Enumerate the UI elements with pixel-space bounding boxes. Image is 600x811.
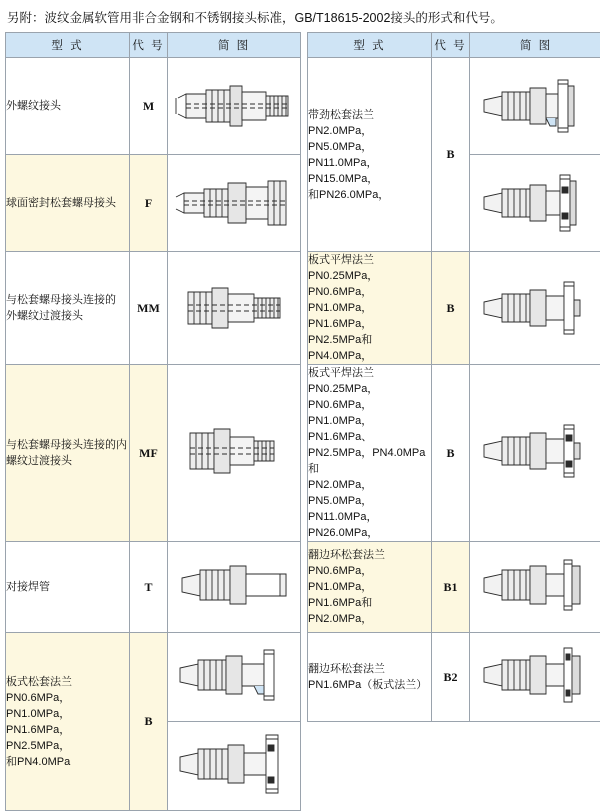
- right-figure-4: [470, 365, 600, 542]
- left-figure-1: [168, 58, 301, 155]
- right-type-3: [308, 365, 432, 542]
- right-filler-code: [432, 722, 470, 811]
- left-type-5: [6, 542, 130, 633]
- left-code-2: F: [130, 155, 168, 252]
- fitting-plate-loose-flange-icon-2: [170, 723, 298, 809]
- right-code-3: B: [432, 365, 470, 542]
- right-figure-6: [470, 633, 600, 722]
- header-code-right: 代 号: [432, 33, 470, 58]
- left-type-5-line-1: 对接焊管: [6, 579, 129, 595]
- page-title: 另附：波纹金属软管用非合金钢和不锈钢接头标准，GB/T18615-2002接头的形式和代号。: [5, 6, 595, 32]
- left-type-1-line-1: 外螺纹接头: [6, 98, 129, 114]
- left-type-4-line-2: 螺纹过渡接头: [6, 453, 129, 469]
- header-figure-left: 简 图: [168, 33, 301, 58]
- right-figure-1: [470, 58, 600, 155]
- right-type-2-line-1: 板式平焊法兰: [308, 252, 431, 268]
- left-type-6-line-2: PN0.6MPa，PN1.0MPa，: [6, 690, 129, 722]
- right-type-3-line-1: 板式平焊法兰: [308, 365, 431, 381]
- left-code-6: B: [130, 633, 168, 811]
- left-type-4-line-1: 与松套螺母接头连接的内: [6, 437, 129, 453]
- left-figure-7: [168, 722, 301, 811]
- left-type-1: [6, 58, 130, 155]
- right-type-4-line-3: PN1.6MPa和PN2.0MPa，: [308, 595, 431, 627]
- right-type-2: [308, 252, 432, 365]
- left-figure-4: [168, 365, 301, 542]
- right-figure-2: [470, 155, 600, 252]
- table-row: [6, 155, 600, 252]
- right-type-1-line-2: PN2.0MPa， PN5.0MPa，: [308, 123, 431, 155]
- fitting-plate-loose-flange-icon: [170, 634, 298, 720]
- standards-table: [5, 32, 600, 811]
- left-type-6-line-1: 板式松套法兰: [6, 674, 129, 690]
- left-type-6-line-3: PN1.6MPa，PN2.5MPa，: [6, 722, 129, 754]
- left-type-2-line-1: 球面密封松套螺母接头: [6, 195, 129, 211]
- header-type-left: 型 式: [6, 33, 130, 58]
- right-code-4: B1: [432, 542, 470, 633]
- left-type-2: [6, 155, 130, 252]
- fitting-female-transition-icon: [170, 411, 298, 495]
- right-type-2-line-4: PN2.5MPa和PN4.0MPa，: [308, 332, 431, 364]
- flange-ribbed-loose-icon: [472, 60, 600, 152]
- fitting-male-transition-icon: [170, 264, 298, 352]
- left-type-6: [6, 633, 130, 811]
- left-code-5: T: [130, 542, 168, 633]
- right-code-5: B2: [432, 633, 470, 722]
- left-code-4: MF: [130, 365, 168, 542]
- right-type-5: [308, 633, 432, 722]
- left-figure-2: [168, 155, 301, 252]
- column-gap: [301, 365, 308, 542]
- column-gap: [301, 58, 308, 155]
- column-gap: [301, 252, 308, 365]
- left-figure-6: [168, 633, 301, 722]
- flange-ribbed-loose-icon-2: [472, 157, 600, 249]
- right-type-3-line-4: PN2.5MPa，PN4.0MPa和: [308, 445, 431, 477]
- flange-plate-slip-on-icon: [472, 264, 600, 352]
- column-gap: [301, 542, 308, 633]
- left-type-3: [6, 252, 130, 365]
- right-type-2-line-3: PN1.0MPa，PN1.6MPa，: [308, 300, 431, 332]
- right-type-4-line-1: 翻边环松套法兰: [308, 547, 431, 563]
- fitting-spherical-nut-icon: [170, 157, 298, 249]
- right-type-3-line-6: PN11.0MPa，PN26.0MPa，: [308, 509, 431, 541]
- fitting-butt-weld-pipe-icon: [170, 544, 298, 630]
- right-type-2-line-2: PN0.25MPa，PN0.6MPa，: [308, 268, 431, 300]
- right-filler-type: [308, 722, 432, 811]
- table-row: [6, 365, 600, 542]
- left-type-3-line-2: 外螺纹过渡接头: [6, 308, 129, 324]
- left-code-3: MM: [130, 252, 168, 365]
- right-filler-figure: [470, 722, 600, 811]
- right-type-5-line-1: 翻边环松套法兰: [308, 661, 431, 677]
- header-code-left: 代 号: [130, 33, 168, 58]
- right-type-3-line-3: PN1.0MPa，PN1.6MPa、: [308, 413, 431, 445]
- header-type-right: 型 式: [308, 33, 432, 58]
- right-figure-3: [470, 252, 600, 365]
- left-figure-3: [168, 252, 301, 365]
- left-type-6-line-4: 和PN4.0MPa: [6, 754, 129, 770]
- flange-plate-slip-on-2-icon: [472, 411, 600, 495]
- flange-lap-joint-icon: [472, 544, 600, 630]
- right-code-2: B: [432, 252, 470, 365]
- right-type-5-line-2: PN1.6MPa（板式法兰）: [308, 677, 431, 693]
- column-gap: [301, 633, 308, 722]
- table-row: [6, 542, 600, 633]
- left-code-1: M: [130, 58, 168, 155]
- table-row: [6, 252, 600, 365]
- right-type-4: [308, 542, 432, 633]
- flange-lap-joint-2-icon: [472, 634, 600, 720]
- right-type-1-line-4: 和PN26.0MPa，: [308, 187, 431, 203]
- right-type-1-line-3: PN11.0MPa，PN15.0MPa，: [308, 155, 431, 187]
- left-type-4: [6, 365, 130, 542]
- table-row: [6, 633, 600, 722]
- column-gap: [301, 722, 308, 811]
- table-row: [6, 58, 600, 155]
- right-type-4-line-2: PN0.6MPa， PN1.0MPa，: [308, 563, 431, 595]
- right-type-3-line-5: PN2.0MPa，PN5.0MPa，: [308, 477, 431, 509]
- column-gap: [301, 33, 308, 58]
- fitting-male-thread-icon: [170, 60, 298, 152]
- header-figure-right: 简 图: [470, 33, 600, 58]
- table-header: [6, 33, 600, 58]
- right-type-1: [308, 58, 432, 252]
- left-figure-5: [168, 542, 301, 633]
- right-type-1-line-1: 带劲松套法兰: [308, 107, 431, 123]
- column-gap: [301, 155, 308, 252]
- left-type-3-line-1: 与松套螺母接头连接的: [6, 292, 129, 308]
- right-figure-5: [470, 542, 600, 633]
- right-type-3-line-2: PN0.25MPa，PN0.6MPa，: [308, 381, 431, 413]
- right-code-1: B: [432, 58, 470, 252]
